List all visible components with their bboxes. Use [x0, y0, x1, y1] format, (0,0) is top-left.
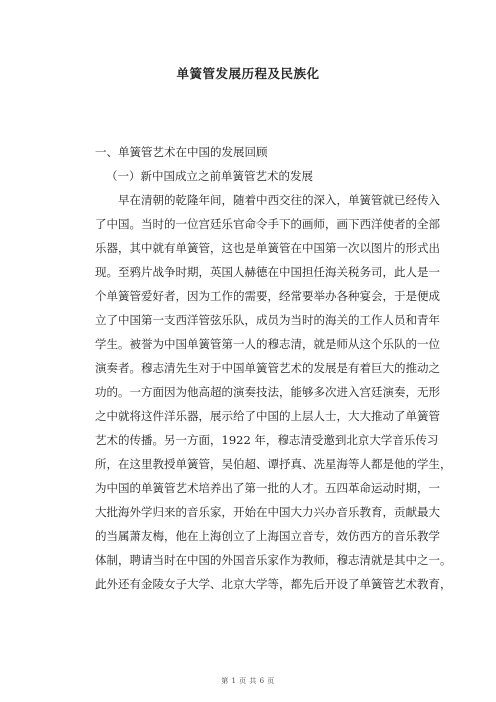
paragraph-line: 乐器，其中就有单簧管，这也是单簧管在中国第一次以图片的形式出: [95, 241, 440, 255]
paragraph-line: 的当属萧友梅，他在上海创立了上海国立音专，效仿西方的音乐教学: [95, 529, 440, 543]
paragraph-line: 所，在这里教授单簧管，吴伯超、谭抒真、冼星海等人都是他的学生，: [95, 457, 452, 471]
paragraph-line: 早在清朝的乾隆年间，随着中西交往的深入，单簧管就已经传入: [118, 193, 440, 207]
paragraph-line: 大批海外学归来的音乐家，开始在中国大力兴办音乐教育，贡献最大: [95, 505, 440, 519]
document-title: 单簧管发展历程及民族化: [176, 66, 320, 81]
paragraph-line: 现。至鸦片战争时期，英国人赫德在中国担任海关税务司，此人是一: [95, 265, 440, 279]
paragraph-line: 了中国。当时的一位宫廷乐官命令手下的画师，画下西洋使者的全部: [95, 217, 440, 231]
section-heading: 一、单簧管艺术在中国的发展回顾: [95, 145, 268, 159]
paragraph-line: 之中就将这件洋乐器，展示给了中国的上层人士，大大推动了单簧管: [95, 409, 440, 423]
paragraph-line: 立了中国第一支西洋管弦乐队，成员为当时的海关的工作人员和青年: [95, 313, 440, 327]
paragraph-line: 艺术的传播。另一方面，1922 年，穆志清受邀到北京大学音乐传习: [95, 433, 439, 447]
paragraph-line: 演奏者。穆志清先生对于中国单簧管艺术的发展是有着巨大的推动之: [95, 361, 440, 375]
paragraph-line: 个单簧管爱好者，因为工作的需要，经常要举办各种宴会，于是便成: [95, 289, 440, 303]
subsection-heading: （一）新中国成立之前单簧管艺术的发展: [106, 169, 313, 183]
page-footer: 第 1 页 共 6 页: [221, 677, 275, 685]
paragraph-line: 体制，聘请当时在中国的外国音乐家作为教师，穆志清就是其中之一。: [95, 553, 452, 567]
paragraph-line: 此外还有金陵女子大学、北京大学等，都先后开设了单簧管艺术教育，: [95, 577, 452, 591]
paragraph-line: 功的。一方面因为他高超的演奏技法，能够多次进入宫廷演奏，无形: [95, 385, 440, 399]
paragraph-line: 为中国的单簧管艺术培养出了第一批的人才。五四革命运动时期，一: [95, 481, 440, 495]
paragraph-line: 学生。被誉为中国单簧管第一人的穆志清，就是师从这个乐队的一位: [95, 337, 440, 351]
